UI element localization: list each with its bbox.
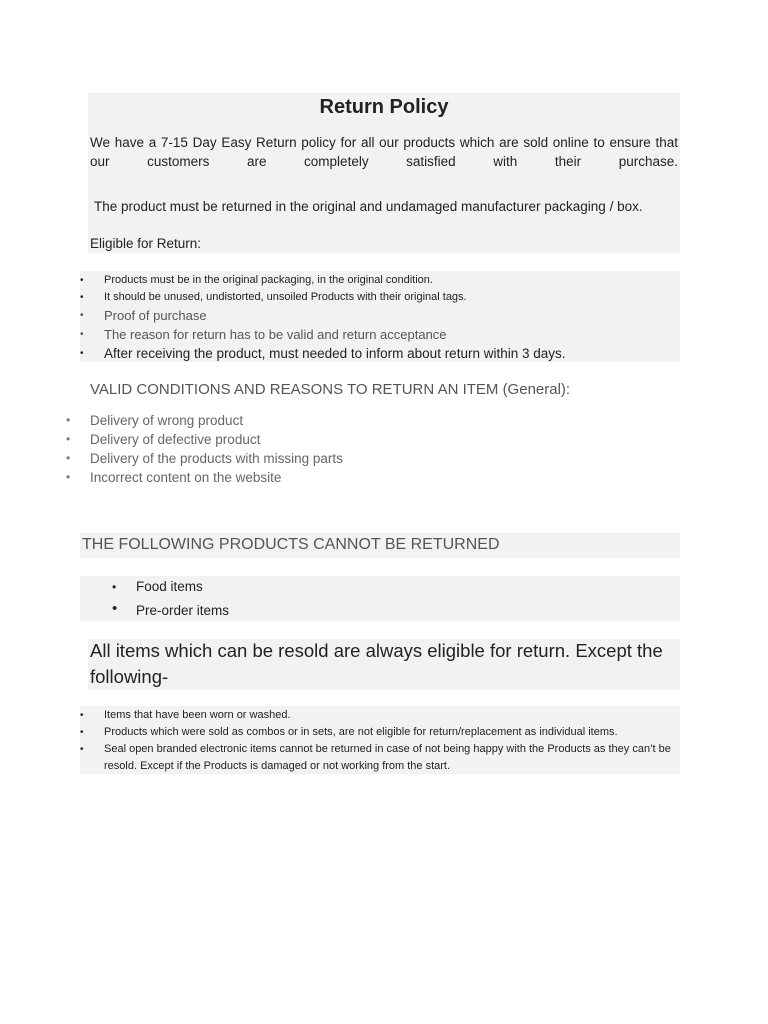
resold-statement: All items which can be resold are always eligible for return. Except the following- [90,640,663,687]
list-item [80,724,680,741]
bullet-icon: • [66,432,71,446]
cannot-return-list [112,577,412,625]
bullet-icon: • [80,292,84,303]
exception-list [80,707,680,775]
list-item [80,344,680,363]
page-title: Return Policy [319,96,449,118]
list-item-text: Products must be in the original packaging, in the original condition. [104,274,433,286]
bullet-icon: • [66,451,71,465]
cannot-return-heading: THE FOLLOWING PRODUCTS CANNOT BE RETURNED [82,536,500,553]
valid-conditions-heading: VALID CONDITIONS AND REASONS TO RETURN AN ITEM (General): [90,381,571,398]
bullet-icon: • [80,348,84,359]
list-item-text: Pre-order items [136,603,230,618]
list-item-text: Delivery of the products with missing parts [90,451,343,466]
eligible-list [80,272,680,363]
bullet-icon: • [80,744,84,755]
list-item-text: Delivery of wrong product [90,413,244,428]
bullet-icon: • [66,413,71,427]
list-item [64,449,464,468]
list-item [64,411,464,430]
list-item-text: Food items [136,579,203,594]
bullet-icon: • [80,710,84,721]
bullet-icon: • [80,727,84,738]
list-item-text: Items that have been worn or washed. [104,709,291,721]
list-item [80,325,680,344]
list-item [80,289,680,306]
list-item [64,430,464,449]
list-item-text: The reason for return has to be valid and return acceptance [104,327,447,342]
valid-conditions-list [64,411,464,487]
list-item-text: Proof of purchase [104,308,207,323]
eligible-heading: Eligible for Return: [90,236,202,251]
packaging-note: The product must be returned in the original and undamaged manufacturer packaging / box. [94,199,643,214]
list-item-text: Seal open branded electronic items cannot be returned in case of not being happy with the Products as they can’t be resold. Except if the Products is damaged or not working from the start. [104,743,671,772]
list-item [112,577,412,601]
bullet-icon: • [80,329,84,340]
intro-paragraph: We have a 7-15 Day Easy Return policy for all our products which are sold online to ensure that our customers are completely satisfied with their purchase. [90,135,678,169]
list-item-text: Incorrect content on the website [90,470,282,485]
list-item [80,707,680,724]
list-item [64,468,464,487]
list-item [112,601,412,625]
list-item [80,306,680,325]
list-item [80,741,680,775]
list-item-text: It should be unused, undistorted, unsoiled Products with their original tags. [104,291,467,303]
bullet-icon: • [66,470,71,484]
list-item-text: Delivery of defective product [90,432,261,447]
bullet-icon: • [112,580,117,594]
bullet-icon: • [80,310,84,321]
list-item [80,272,680,289]
bullet-icon: • [112,600,118,617]
list-item-text: After receiving the product, must needed to inform about return within 3 days. [104,346,566,361]
bullet-icon: • [80,275,84,286]
list-item-text: Products which were sold as combos or in sets, are not eligible for return/replacement as individual items. [104,726,618,738]
